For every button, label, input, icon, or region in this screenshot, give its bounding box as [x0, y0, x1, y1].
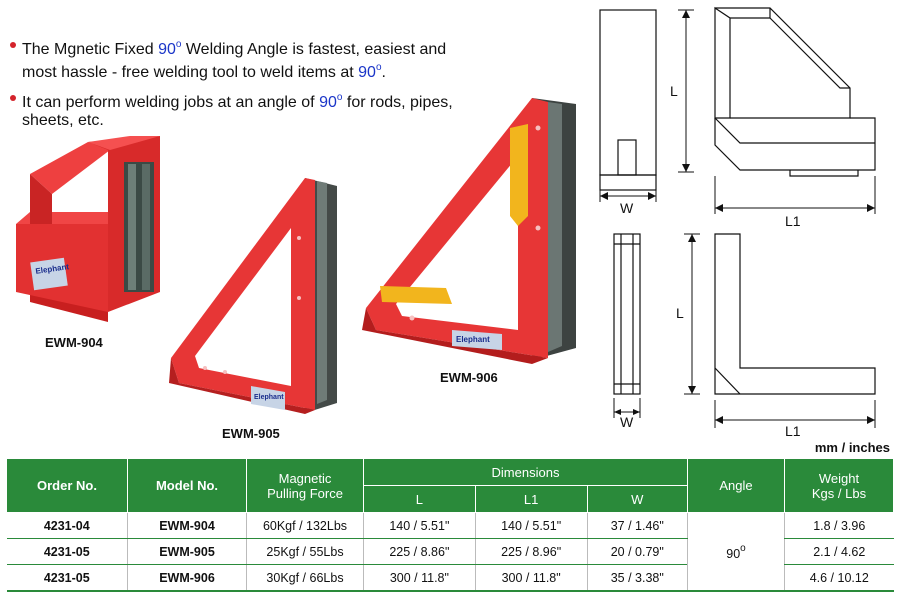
model-label-ewm-905: EWM-905 — [222, 426, 280, 441]
dim-w-cell: 35 / 3.38" — [587, 565, 688, 592]
angle-highlight: 90$^o$ — [158, 39, 182, 58]
dim-l-cell: 300 / 11.8" — [364, 565, 476, 592]
angle-highlight: 90$^o$ — [358, 62, 382, 81]
brand-label: Elephant — [34, 262, 70, 276]
brand-label: Elephant — [254, 394, 284, 401]
order-cell: 4231-04 — [7, 513, 128, 539]
model-cell: EWM-904 — [128, 513, 247, 539]
ewm-905-photo — [165, 178, 350, 418]
weight-cell: 4.6 / 10.12 — [785, 565, 894, 592]
brand-label: Elephant — [456, 335, 490, 344]
dim-w-cell: 37 / 1.46" — [587, 513, 688, 539]
dim-label-l1: L1 — [785, 213, 801, 229]
header-order-no: Order No. — [7, 459, 128, 513]
weight-cell: 2.1 / 4.62 — [785, 539, 894, 565]
feature-item: It can perform welding jobs at an angle of 90$^o$ for rods, pipes, sheets, etc. — [8, 89, 478, 130]
header-pulling-force: Magnetic Pulling Force — [247, 459, 364, 513]
dim-l1-cell: 140 / 5.51" — [475, 513, 587, 539]
header-weight: Weight Kgs / Lbs — [785, 459, 894, 513]
ewm-906-photo — [352, 98, 582, 366]
header-angle: Angle — [688, 459, 785, 513]
dim-l1-cell: 300 / 11.8" — [475, 565, 587, 592]
model-cell: EWM-905 — [128, 539, 247, 565]
model-label-ewm-906: EWM-906 — [440, 370, 498, 385]
header-dimensions: Dimensions — [364, 459, 688, 486]
table-row — [7, 513, 894, 539]
weight-cell: 1.8 / 3.96 — [785, 513, 894, 539]
dim-l1-cell: 225 / 8.96" — [475, 539, 587, 565]
bottom-technical-drawing — [590, 228, 900, 440]
top-technical-drawing — [590, 0, 900, 232]
force-cell: 30Kgf / 66Lbs — [247, 565, 364, 592]
dim-label-l: L — [676, 305, 684, 321]
dim-label-w: W — [620, 200, 634, 216]
model-label-ewm-904: EWM-904 — [45, 335, 103, 350]
dim-label-w: W — [620, 414, 634, 430]
units-label: mm / inches — [814, 440, 890, 455]
order-cell: 4231-05 — [7, 565, 128, 592]
header-dim-l: L — [364, 486, 476, 513]
dim-l-cell: 225 / 8.86" — [364, 539, 476, 565]
dim-label-l: L — [670, 83, 678, 99]
ewm-904-photo — [10, 132, 165, 322]
header-model-no: Model No. — [128, 459, 247, 513]
bullet-dot-icon — [10, 95, 16, 101]
header-dim-w: W — [587, 486, 688, 513]
bullet-dot-icon — [10, 42, 16, 48]
order-cell: 4231-05 — [7, 539, 128, 565]
angle-cell: 90$^o$ — [688, 513, 785, 592]
feature-item: The Mgnetic Fixed 90$^o$ Welding Angle is fastest, easiest and most hassle - free welding tool to weld items at 90$^o$. — [8, 36, 478, 82]
angle-highlight: 90$^o$ — [319, 92, 343, 111]
force-cell: 60Kgf / 132Lbs — [247, 513, 364, 539]
dim-label-l1: L1 — [785, 423, 801, 439]
spec-table — [6, 458, 894, 592]
force-cell: 25Kgf / 55Lbs — [247, 539, 364, 565]
header-dim-l1: L1 — [475, 486, 587, 513]
dim-w-cell: 20 / 0.79" — [587, 539, 688, 565]
dim-l-cell: 140 / 5.51" — [364, 513, 476, 539]
model-cell: EWM-906 — [128, 565, 247, 592]
